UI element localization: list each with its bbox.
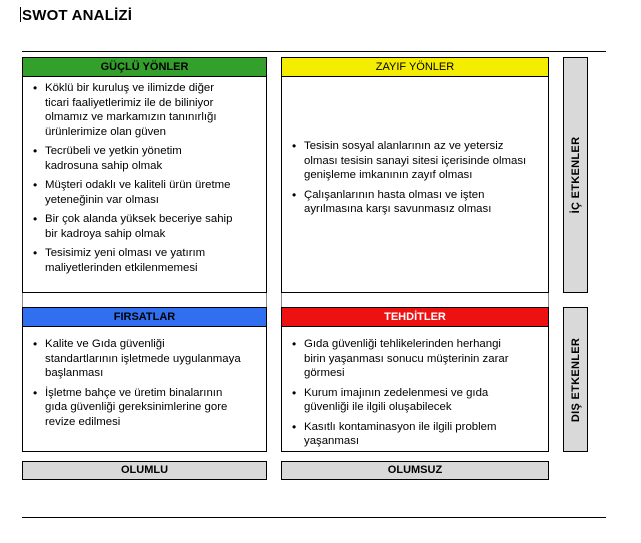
weaknesses-item-line: • Tesisin sosyal alanlarının az ve yetersiz — [304, 140, 504, 152]
weaknesses-box — [281, 57, 549, 293]
opportunities-item-line: revize edilmesi — [45, 415, 121, 428]
weaknesses-item-line: ayrılmasına karşı savunmasız olması — [304, 203, 492, 215]
opportunities-item — [31, 337, 260, 381]
weaknesses-item — [290, 188, 542, 217]
opportunities-box — [22, 307, 267, 452]
opportunities-item-line: gıda güvenliği gereksinimlerine gore — [45, 401, 228, 413]
weaknesses-item-line: • Çalışanlarının hasta olması ve işten — [304, 188, 485, 201]
threats-item-line: yaşanması — [304, 435, 360, 447]
strengths-item-line: ticari faaliyetlerimiz ile de biliniyor — [45, 96, 214, 109]
opportunities-item-line: standartlarının işletmede uygulanmaya — [45, 352, 241, 365]
strengths-body — [23, 77, 266, 275]
external-factors-label: DIŞ ETKENLER — [569, 337, 582, 422]
internal-factors-bar — [563, 57, 588, 293]
positive-footer: OLUMLU — [22, 461, 267, 480]
opportunities-item-line: başlanması — [45, 367, 104, 379]
top-rule — [22, 51, 606, 52]
strengths-item-line: • Tecrübeli ve yetkin yönetim — [45, 145, 182, 157]
strengths-item-line: • Bir çok alanda yüksek beceriye sahip — [45, 213, 233, 225]
threats-item-line: • Kasıtlı kontaminasyon ile ilgili problem — [304, 420, 497, 433]
threats-item-line: • Gıda güvenliği tehlikelerinden herhangi — [304, 338, 501, 350]
internal-factors-label: İÇ ETKENLER — [569, 136, 582, 214]
strengths-item-line: ürünlerimize olan güven — [45, 125, 166, 138]
external-factors-bar — [563, 307, 588, 452]
threats-box — [281, 307, 549, 452]
strengths-item — [31, 144, 260, 173]
weaknesses-list — [290, 139, 542, 217]
connector-line — [22, 293, 23, 307]
connector-line — [548, 293, 549, 307]
opportunities-item-line: • İşletme bahçe ve üretim binalarının — [45, 386, 223, 399]
strengths-header: GÜÇLÜ YÖNLER — [23, 58, 266, 77]
threats-list — [290, 337, 542, 449]
page-title-text: SWOT ANALİZİ — [22, 7, 133, 24]
strengths-item — [31, 246, 260, 275]
strengths-item — [31, 212, 260, 241]
threats-item-line: güvenliği ile ilgili oluşabilecek — [304, 401, 452, 413]
threats-header: TEHDİTLER — [282, 308, 548, 327]
weaknesses-header: ZAYIF YÖNLER — [282, 58, 548, 77]
threats-item-line: görmesi — [304, 367, 345, 379]
opportunities-item-line: • Kalite ve Gıda güvenliği — [45, 338, 165, 350]
weaknesses-body — [282, 77, 548, 217]
weaknesses-item-line: olması tesisin sanayi sitesi içerisinde olması — [304, 154, 527, 167]
threats-item-line: • Kurum imajının zedelenmesi ve gıda — [304, 386, 489, 399]
strengths-list — [31, 81, 260, 275]
strengths-item-line: maliyetlerinden etkilenmemesi — [45, 261, 198, 274]
opportunities-item — [31, 386, 260, 430]
strengths-item-line: olmamız ve markamızın tanınırlığı — [45, 111, 217, 123]
page-title — [20, 7, 132, 24]
strengths-item-line: kadrosuna sahip olmak — [45, 159, 163, 172]
bottom-rule — [22, 517, 606, 518]
opportunities-body — [23, 327, 266, 429]
connector-line — [266, 293, 267, 307]
threats-item — [290, 337, 542, 381]
threats-item — [290, 386, 542, 415]
negative-footer: OLUMSUZ — [281, 461, 549, 480]
opportunities-list — [31, 337, 260, 429]
strengths-item-line: • Müşteri odaklı ve kaliteli ürün üretme — [45, 179, 231, 191]
threats-item-line: birin yaşanması sonucu müşterinin zarar — [304, 352, 509, 365]
strengths-item — [31, 178, 260, 207]
threats-body — [282, 327, 548, 449]
opportunities-header: FIRSATLAR — [23, 308, 266, 327]
strengths-item — [31, 81, 260, 139]
strengths-item-line: • Tesisimiz yeni olması ve yatırım — [45, 247, 206, 259]
strengths-item-line: • Köklü bir kuruluş ve ilimizde diğer — [45, 82, 215, 94]
connector-line — [281, 293, 282, 307]
strengths-item-line: yeteneğinin var olması — [45, 193, 159, 206]
strengths-box — [22, 57, 267, 293]
weaknesses-item — [290, 139, 542, 183]
strengths-item-line: bir kadroya sahip olmak — [45, 227, 166, 240]
threats-item — [290, 420, 542, 449]
weaknesses-item-line: genişleme imkanının zayıf olması — [304, 169, 473, 181]
